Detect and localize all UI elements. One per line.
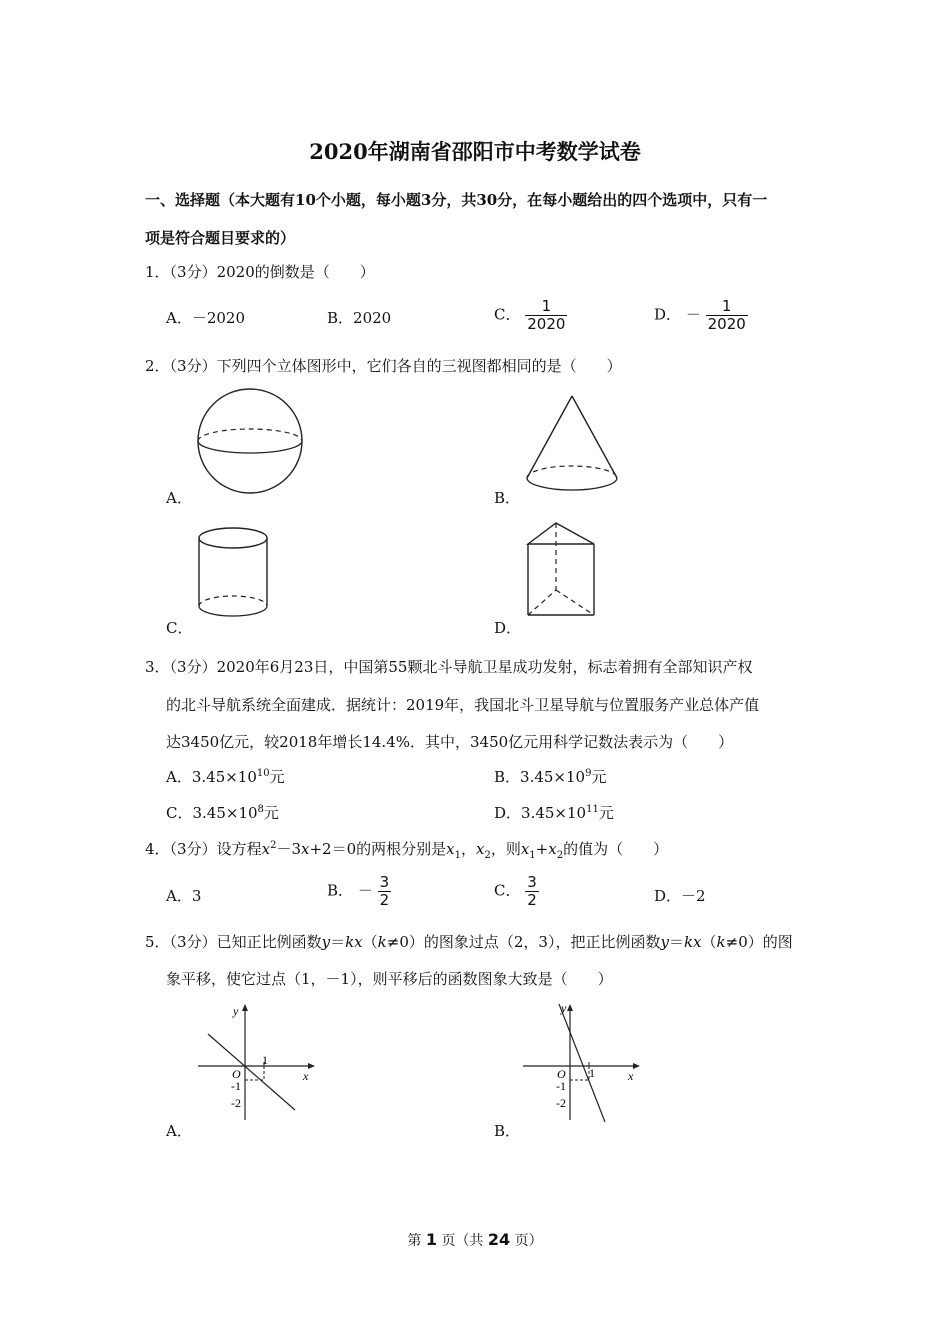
q3-d-unit: 元 — [598, 804, 614, 822]
footer-post: 页） — [514, 1233, 543, 1249]
q4-c-denominator: 2 — [527, 891, 537, 909]
q4-b-numerator: 3 — [379, 873, 390, 891]
q3-option-c — [166, 802, 279, 823]
q3-c-base: C．3.45×10 — [166, 804, 258, 822]
q4-c-label: C． — [494, 881, 521, 900]
page-footer — [0, 1230, 950, 1250]
q4-var-x2: x — [300, 840, 310, 858]
graph-b-origin: O — [557, 1067, 566, 1081]
q3-c-exponent: 8 — [257, 804, 264, 815]
q1-option-c — [494, 298, 567, 333]
graph-a-tick-m1: -1 — [231, 1079, 241, 1093]
q5-neq: ≠0）的图象过点（2，3），把正比例函数 — [386, 933, 661, 951]
graph-a-origin: O — [232, 1067, 241, 1081]
q5-paren: （ — [362, 933, 378, 951]
q4-option-a: A．3 — [166, 887, 202, 905]
q1-c-denominator: 2020 — [527, 315, 566, 333]
q4-var-x: x — [261, 840, 271, 858]
q4-b-denominator: 2 — [379, 891, 390, 909]
q3-a-base: A．3.45×10 — [166, 768, 257, 786]
q4-sub1b: 1 — [529, 850, 536, 861]
page-title: 2020年湖南省邵阳市中考数学试卷 — [309, 139, 641, 164]
q2-option-a-label: A． — [166, 489, 192, 507]
q3-option-b — [494, 766, 606, 787]
section-heading-line2: 项是符合题目要求的） — [145, 229, 296, 247]
q4-sub2b: 2 — [556, 850, 564, 861]
q3-b-exponent: 9 — [585, 768, 592, 779]
q2-option-d-label: D． — [494, 619, 522, 637]
q5-option-b-label: B． — [494, 1122, 521, 1140]
q4-b-sign: － — [357, 881, 373, 900]
footer-page-number: 1 — [425, 1230, 437, 1249]
q2-option-c-label: C． — [166, 619, 193, 637]
graph-b — [523, 1000, 648, 1125]
cylinder-figure — [197, 527, 271, 622]
q3-a-unit: 元 — [269, 768, 285, 786]
q2-option-b-label: B． — [494, 489, 521, 507]
q4-comma: ， — [460, 840, 476, 858]
q1-option-b: B．2020 — [327, 309, 392, 327]
q1-d-sign: － — [685, 305, 701, 324]
graph-a-tick-1: 1 — [262, 1053, 268, 1067]
q2-stem: 2．（3分）下列四个立体图形中，它们各自的三视图都相同的是（ ） — [145, 357, 622, 375]
q3-d-exponent: 11 — [586, 804, 599, 815]
q3-d-base: D．3.45×10 — [494, 804, 587, 822]
q1-stem: 1．（3分）2020的倒数是（ ） — [145, 263, 375, 281]
q4-stem-4: ，则 — [490, 840, 521, 858]
q4-option-b — [327, 874, 391, 909]
q3-line2: 的北斗导航系统全面建成．据统计：2019年，我国北斗卫星导航与位置服务产业总体产值 — [166, 696, 760, 714]
q4-sub1: 1 — [454, 850, 461, 861]
q3-line3: 达3450亿元，较2018年增长14.4%．其中，3450亿元用科学记数法表示为（ ） — [166, 733, 734, 751]
q5-line1 — [145, 931, 793, 952]
section-heading-line1: 一、选择题（本大题有10个小题，每小题3分，共30分，在每小题给出的四个选项中，只有一 — [145, 191, 768, 209]
q5-y2: y — [660, 933, 669, 951]
q4-b-fraction — [378, 874, 392, 909]
q1-d-denominator: 2020 — [707, 315, 746, 333]
q4-b-label: B． — [327, 881, 354, 900]
q4-stem-5: 的值为（ ） — [563, 840, 669, 858]
q1-d-numerator: 1 — [721, 297, 732, 315]
q3-line1: 3．（3分）2020年6月23日，中国第55颗北斗导航卫星成功发射，标志着拥有全部知识产权 — [145, 658, 753, 676]
q4-stem-2: －3 — [276, 840, 301, 858]
q4-plus: + — [535, 840, 549, 858]
q4-sub2: 2 — [484, 850, 491, 861]
q4-stem-3: +2＝0的两根分别是 — [309, 840, 447, 858]
q3-a-exponent: 10 — [256, 768, 270, 779]
graph-a-y-label: y — [233, 1004, 239, 1018]
q4-x2b: x — [548, 840, 557, 858]
q1-option-d — [654, 298, 748, 333]
q4-option-c — [494, 874, 539, 909]
q5-eq2: ＝ — [668, 933, 684, 951]
graph-a — [198, 1000, 323, 1125]
q4-x1: x — [446, 840, 455, 858]
q5-line1-b: ≠0）的图 — [725, 933, 793, 951]
q5-option-a-label: A． — [166, 1122, 192, 1140]
q5-line1-a: 5．（3分）已知正比例函数 — [145, 933, 322, 951]
footer-mid: 页（共 — [441, 1233, 484, 1249]
q3-b-unit: 元 — [591, 768, 607, 786]
graph-b-tick-1: 1 — [589, 1066, 595, 1080]
q5-kx2: kx — [683, 933, 702, 951]
q4-c-fraction — [525, 874, 539, 909]
q1-option-a: A．－2020 — [166, 309, 246, 327]
graph-b-y-label: y — [561, 1001, 567, 1015]
q3-b-base: B．3.45×10 — [494, 768, 586, 786]
q4-option-d: D．－2 — [654, 887, 706, 905]
graph-a-tick-m2: -2 — [231, 1096, 241, 1110]
prism-figure — [526, 520, 598, 618]
q1-c-numerator: 1 — [541, 297, 552, 315]
q4-c-numerator: 3 — [527, 873, 537, 891]
q4-square: 2 — [270, 840, 277, 851]
q1-option-c-fraction — [525, 298, 567, 333]
q3-option-d — [494, 802, 614, 823]
sphere-figure — [195, 387, 310, 497]
graph-b-x-label: x — [628, 1069, 634, 1083]
q5-k2: k — [716, 933, 726, 951]
q5-paren2: （ — [701, 933, 717, 951]
footer-total-pages: 24 — [487, 1230, 511, 1249]
q5-eq: ＝ — [330, 933, 346, 951]
q4-x2: x — [475, 840, 485, 858]
q5-y: y — [321, 933, 331, 951]
q4-stem-1: 4．（3分）设方程 — [145, 840, 262, 858]
q1-option-d-fraction — [706, 298, 748, 333]
q4-stem — [145, 838, 668, 861]
q5-k: k — [377, 933, 387, 951]
graph-a-x-label: x — [303, 1069, 309, 1083]
q3-option-a — [166, 766, 285, 787]
q1-option-d-label: D． — [654, 305, 682, 324]
q3-c-unit: 元 — [263, 804, 279, 822]
graph-b-tick-m1: -1 — [556, 1079, 566, 1093]
q4-x1b: x — [520, 840, 530, 858]
cone-figure — [524, 394, 624, 494]
footer-pre: 第 — [407, 1233, 422, 1249]
q1-option-c-label: C． — [494, 305, 521, 324]
graph-b-tick-m2: -2 — [556, 1096, 566, 1110]
q5-line2: 象平移，使它过点（1，－1），则平移后的函数图象大致是（ ） — [166, 970, 613, 988]
q5-kx: kx — [345, 933, 363, 951]
